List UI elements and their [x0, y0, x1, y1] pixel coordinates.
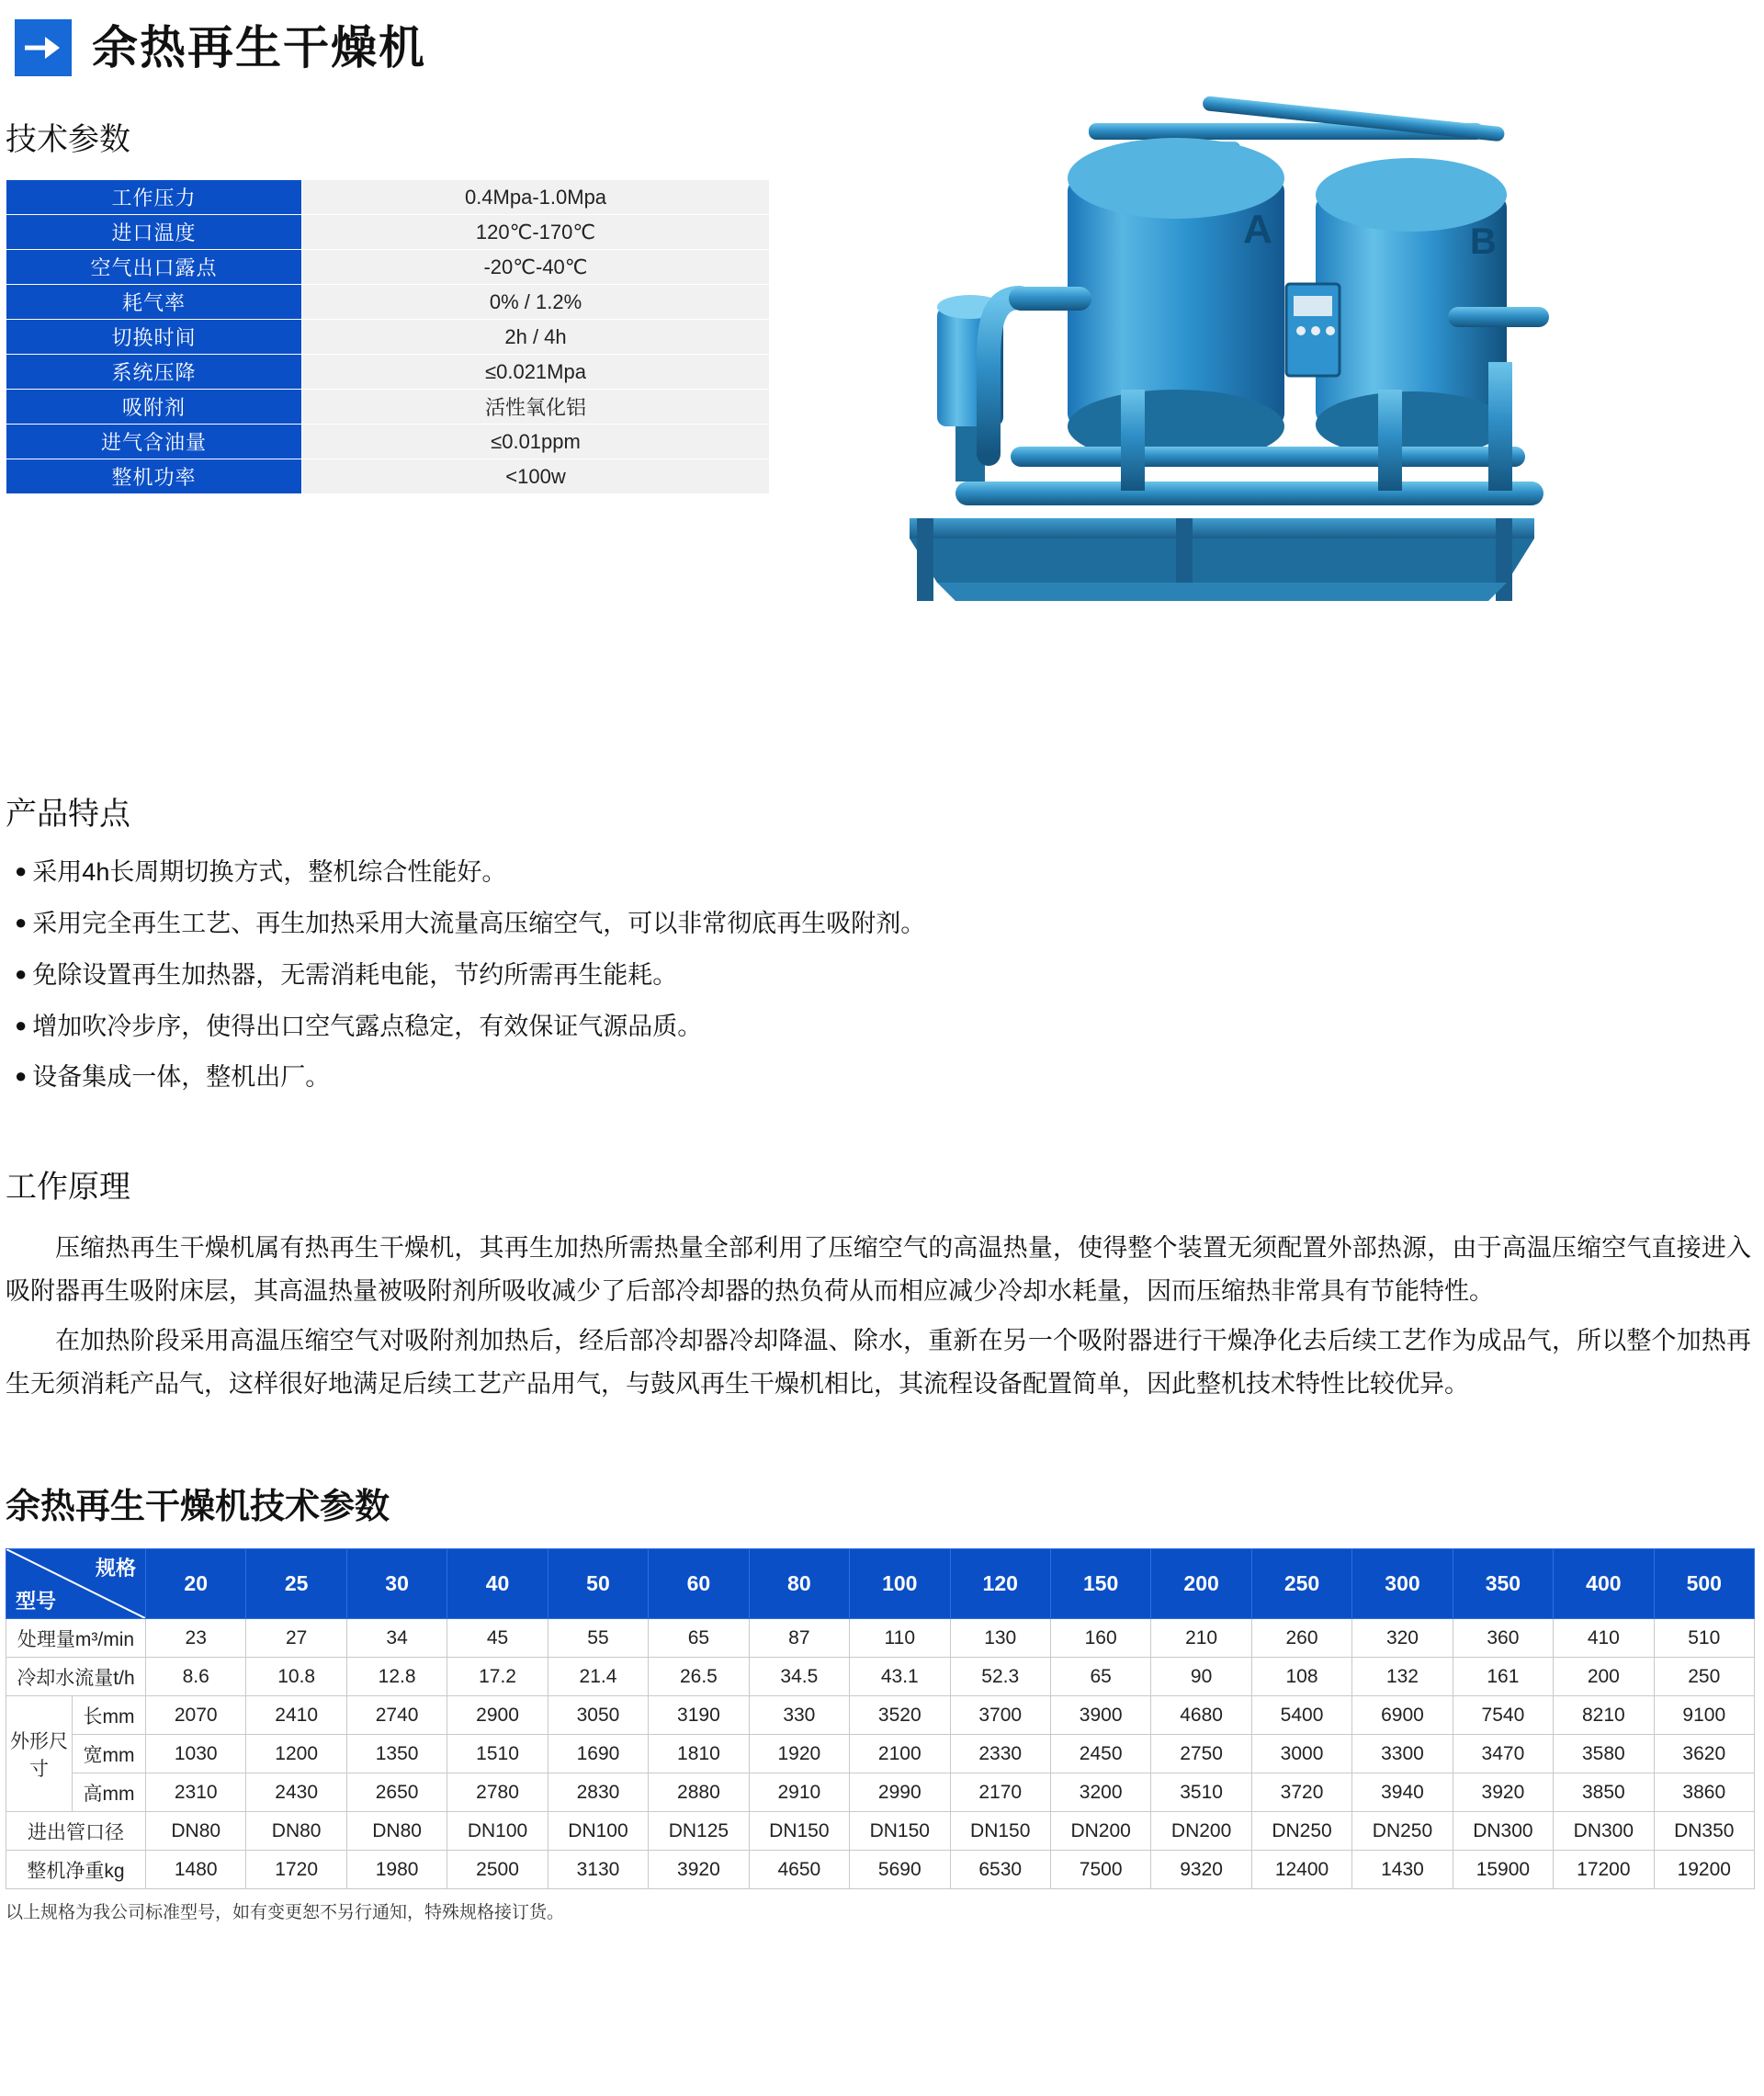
cell: 34 — [346, 1619, 447, 1658]
cell: 8.6 — [146, 1658, 246, 1696]
cell: 45 — [447, 1619, 548, 1658]
cell: 130 — [950, 1619, 1050, 1658]
cell: 12400 — [1251, 1851, 1351, 1889]
list-item — [15, 905, 1764, 944]
table-footnote: 以上规格为我公司标准型号，如有变更恕不另行通知，特殊规格接订货。 — [6, 1903, 565, 1923]
column-header: 40 — [447, 1549, 548, 1619]
cell: 55 — [548, 1619, 648, 1658]
column-header: 300 — [1352, 1549, 1453, 1619]
top-section — [0, 114, 1764, 757]
cell: DN150 — [850, 1812, 950, 1851]
param-table-wrap — [0, 1548, 1764, 1889]
cell: 9100 — [1654, 1696, 1754, 1735]
cell: 4680 — [1151, 1696, 1251, 1735]
column-header: 150 — [1050, 1549, 1150, 1619]
cell: 3700 — [950, 1696, 1050, 1735]
feature-text: 增加吹冷步序，使得出口空气露点稳定，有效保证气源品质。 — [32, 1012, 703, 1040]
cell: 43.1 — [850, 1658, 950, 1696]
feature-text: 免除设置再生加热器，无需消耗电能，节约所需再生能耗。 — [32, 960, 678, 989]
cell: DN350 — [1654, 1812, 1754, 1851]
cell: 2750 — [1151, 1735, 1251, 1773]
cell: 3300 — [1352, 1735, 1453, 1773]
row-label: 冷却水流量t/h — [6, 1658, 146, 1696]
page-header — [0, 0, 1764, 83]
cell: 2070 — [146, 1696, 246, 1735]
cell: DN300 — [1453, 1812, 1553, 1851]
cell: DN80 — [246, 1812, 346, 1851]
cell: 7500 — [1050, 1851, 1150, 1889]
cell: 5690 — [850, 1851, 950, 1889]
list-item — [15, 1008, 1764, 1047]
cell: 3920 — [649, 1851, 749, 1889]
cell: 2330 — [950, 1735, 1050, 1773]
cell: 108 — [1251, 1658, 1351, 1696]
spec-key: 进口温度 — [6, 215, 302, 250]
product-photo — [900, 86, 1755, 748]
table-row — [6, 1619, 1755, 1658]
cell: DN250 — [1352, 1812, 1453, 1851]
cell: DN200 — [1050, 1812, 1150, 1851]
cell: 17.2 — [447, 1658, 548, 1696]
table-row — [6, 355, 770, 390]
column-header: 25 — [246, 1549, 346, 1619]
table-row — [6, 1812, 1755, 1851]
corner-spec-label: 规格 — [95, 1557, 136, 1580]
cell: DN80 — [146, 1812, 246, 1851]
spec-value: ≤0.01ppm — [302, 425, 770, 459]
cell: 3510 — [1151, 1773, 1251, 1812]
cell: DN150 — [749, 1812, 849, 1851]
table-row — [6, 180, 770, 215]
cell: 3900 — [1050, 1696, 1150, 1735]
cell: 1720 — [246, 1851, 346, 1889]
cell: 1430 — [1352, 1851, 1453, 1889]
principle-heading: 工作原理 — [6, 1170, 130, 1206]
column-header: 350 — [1453, 1549, 1553, 1619]
spec-key: 耗气率 — [6, 285, 302, 320]
features-list — [15, 854, 1764, 1097]
cell: 87 — [749, 1619, 849, 1658]
spec-value: 活性氧化铝 — [302, 390, 770, 425]
spec-key: 工作压力 — [6, 180, 302, 215]
cell: 90 — [1151, 1658, 1251, 1696]
cell: 330 — [749, 1696, 849, 1735]
cell: 1030 — [146, 1735, 246, 1773]
column-header: 500 — [1654, 1549, 1754, 1619]
cell: 3200 — [1050, 1773, 1150, 1812]
table-row — [6, 459, 770, 494]
table-row — [6, 1696, 1755, 1735]
cell: 2740 — [346, 1696, 447, 1735]
spec-key: 吸附剂 — [6, 390, 302, 425]
cell: 21.4 — [548, 1658, 648, 1696]
cell: 1810 — [649, 1735, 749, 1773]
spec-value: 0.4Mpa-1.0Mpa — [302, 180, 770, 215]
cell: 1690 — [548, 1735, 648, 1773]
cell: 110 — [850, 1619, 950, 1658]
cell: 160 — [1050, 1619, 1150, 1658]
table-row — [6, 1851, 1755, 1889]
table-header-row — [6, 1549, 1755, 1619]
table-row — [6, 425, 770, 459]
row-label: 宽mm — [73, 1735, 146, 1773]
features-heading: 产品特点 — [6, 797, 130, 832]
param-table-heading: 余热再生干燥机技术参数 — [6, 1488, 390, 1527]
cell: DN200 — [1151, 1812, 1251, 1851]
cell: 2830 — [548, 1773, 648, 1812]
cell: 1980 — [346, 1851, 447, 1889]
cell: 2990 — [850, 1773, 950, 1812]
cell: 9320 — [1151, 1851, 1251, 1889]
row-label: 处理量m³/min — [6, 1619, 146, 1658]
specs-table — [6, 179, 770, 494]
cell: 200 — [1554, 1658, 1654, 1696]
cell: 3190 — [649, 1696, 749, 1735]
table-corner-header — [6, 1549, 146, 1619]
column-header: 120 — [950, 1549, 1050, 1619]
bullet-icon: ● — [15, 910, 28, 934]
cell: 5400 — [1251, 1696, 1351, 1735]
row-label: 进出管口径 — [6, 1812, 146, 1851]
cell: 3720 — [1251, 1773, 1351, 1812]
cell: 2100 — [850, 1735, 950, 1773]
spec-key: 整机功率 — [6, 459, 302, 494]
row-label: 整机净重kg — [6, 1851, 146, 1889]
cell: 15900 — [1453, 1851, 1553, 1889]
cell: 17200 — [1554, 1851, 1654, 1889]
cell: 1350 — [346, 1735, 447, 1773]
table-row — [6, 1658, 1755, 1696]
cell: DN250 — [1251, 1812, 1351, 1851]
spec-key: 切换时间 — [6, 320, 302, 355]
cell: 510 — [1654, 1619, 1754, 1658]
cell: 12.8 — [346, 1658, 447, 1696]
cell: 3860 — [1654, 1773, 1754, 1812]
cell: 1480 — [146, 1851, 246, 1889]
spec-key: 空气出口露点 — [6, 250, 302, 285]
cell: 3470 — [1453, 1735, 1553, 1773]
row-label: 长mm — [73, 1696, 146, 1735]
list-item — [15, 854, 1764, 892]
cell: 3850 — [1554, 1773, 1654, 1812]
spec-value: 0% / 1.2% — [302, 285, 770, 320]
tower-b-label: B — [1470, 221, 1497, 262]
cell: 7540 — [1453, 1696, 1553, 1735]
cell: 3000 — [1251, 1735, 1351, 1773]
cell: 3940 — [1352, 1773, 1453, 1812]
cell: 6900 — [1352, 1696, 1453, 1735]
cell: 320 — [1352, 1619, 1453, 1658]
row-label: 高mm — [73, 1773, 146, 1812]
spec-value: 2h / 4h — [302, 320, 770, 355]
spec-value: 120℃-170℃ — [302, 215, 770, 250]
cell: 27 — [246, 1619, 346, 1658]
table-row — [6, 215, 770, 250]
specs-table-wrap — [0, 179, 772, 494]
column-header: 200 — [1151, 1549, 1251, 1619]
specs-heading: 技术参数 — [6, 122, 130, 157]
cell: 1510 — [447, 1735, 548, 1773]
column-header: 30 — [346, 1549, 447, 1619]
column-header: 400 — [1554, 1549, 1654, 1619]
table-row — [6, 1773, 1755, 1812]
cell: DN150 — [950, 1812, 1050, 1851]
cell: 250 — [1654, 1658, 1754, 1696]
cell: DN100 — [447, 1812, 548, 1851]
table-row — [6, 1735, 1755, 1773]
cell: 3620 — [1654, 1735, 1754, 1773]
cell: 2310 — [146, 1773, 246, 1812]
cell: 4650 — [749, 1851, 849, 1889]
cell: 3050 — [548, 1696, 648, 1735]
list-item — [15, 1059, 1764, 1097]
cell: 161 — [1453, 1658, 1553, 1696]
cell: 2900 — [447, 1696, 548, 1735]
column-header: 50 — [548, 1549, 648, 1619]
cell: 23 — [146, 1619, 246, 1658]
arrow-right-icon — [15, 19, 72, 76]
cell: 3130 — [548, 1851, 648, 1889]
cell: 52.3 — [950, 1658, 1050, 1696]
bullet-icon: ● — [15, 961, 28, 985]
cell: 3920 — [1453, 1773, 1553, 1812]
cell: 2880 — [649, 1773, 749, 1812]
cell: 360 — [1453, 1619, 1553, 1658]
cell: 260 — [1251, 1619, 1351, 1658]
cell: 34.5 — [749, 1658, 849, 1696]
bullet-icon: ● — [15, 1013, 28, 1037]
table-row — [6, 390, 770, 425]
cell: 2410 — [246, 1696, 346, 1735]
bullet-icon: ● — [15, 1064, 28, 1088]
page-title: 余热再生干燥机 — [92, 22, 426, 74]
principle-paragraph: 在加热阶段采用高温压缩空气对吸附剂加热后，经后部冷却器冷却降温、除水，重新在另一个吸附器进行干燥净化去后续工艺作为成品气，所以整个加热再生无须消耗产品气，这样很好地满足后续工艺产品用气，与鼓风再生干燥机相比，其流程设备配置简单，因此整机技术特性比较优异。 — [6, 1326, 1751, 1398]
corner-model-label: 型号 — [16, 1590, 57, 1614]
cell: 132 — [1352, 1658, 1453, 1696]
spec-key: 系统压降 — [6, 355, 302, 390]
principle-paragraph: 压缩热再生干燥机属有热再生干燥机，其再生加热所需热量全部利用了压缩空气的高温热量，使得整个装置无须配置外部热源，由于高温压缩空气直接进入吸附器再生吸附床层，其高温热量被吸附剂所吸收减少了后部冷却器的热负荷从而相应减少冷却水耗量，因而压缩热非常具有节能特性。 — [6, 1234, 1751, 1306]
cell: 2170 — [950, 1773, 1050, 1812]
cell: DN80 — [346, 1812, 447, 1851]
cell: 2500 — [447, 1851, 548, 1889]
cell: 2450 — [1050, 1735, 1150, 1773]
cell: 2780 — [447, 1773, 548, 1812]
cell: 2910 — [749, 1773, 849, 1812]
column-header: 80 — [749, 1549, 849, 1619]
cell: 65 — [1050, 1658, 1150, 1696]
column-header: 20 — [146, 1549, 246, 1619]
cell: 3580 — [1554, 1735, 1654, 1773]
cell: DN100 — [548, 1812, 648, 1851]
cell: 410 — [1554, 1619, 1654, 1658]
feature-text: 采用4h长周期切换方式，整机综合性能好。 — [32, 858, 507, 886]
column-header: 250 — [1251, 1549, 1351, 1619]
cell: 19200 — [1654, 1851, 1754, 1889]
dimension-group-label: 外形尺寸 — [6, 1696, 73, 1812]
feature-text: 采用完全再生工艺、再生加热采用大流量高压缩空气，可以非常彻底再生吸附剂。 — [32, 909, 926, 937]
spec-value: <100w — [302, 459, 770, 494]
column-header: 60 — [649, 1549, 749, 1619]
cell: 2430 — [246, 1773, 346, 1812]
spec-value: -20℃-40℃ — [302, 250, 770, 285]
list-item — [15, 957, 1764, 995]
feature-text: 设备集成一体，整机出厂。 — [32, 1063, 331, 1092]
bullet-icon: ● — [15, 859, 28, 882]
spec-key: 进气含油量 — [6, 425, 302, 459]
cell: 1200 — [246, 1735, 346, 1773]
cell: 8210 — [1554, 1696, 1654, 1735]
table-row — [6, 250, 770, 285]
cell: 2650 — [346, 1773, 447, 1812]
cell: DN300 — [1554, 1812, 1654, 1851]
cell: 3520 — [850, 1696, 950, 1735]
tower-a-label: A — [1243, 207, 1272, 252]
cell: 65 — [649, 1619, 749, 1658]
param-table — [6, 1548, 1755, 1889]
spec-value: ≤0.021Mpa — [302, 355, 770, 390]
cell: 6530 — [950, 1851, 1050, 1889]
cell: 1920 — [749, 1735, 849, 1773]
cell: 10.8 — [246, 1658, 346, 1696]
table-row — [6, 320, 770, 355]
column-header: 100 — [850, 1549, 950, 1619]
cell: 26.5 — [649, 1658, 749, 1696]
table-row — [6, 285, 770, 320]
cell: DN125 — [649, 1812, 749, 1851]
cell: 210 — [1151, 1619, 1251, 1658]
